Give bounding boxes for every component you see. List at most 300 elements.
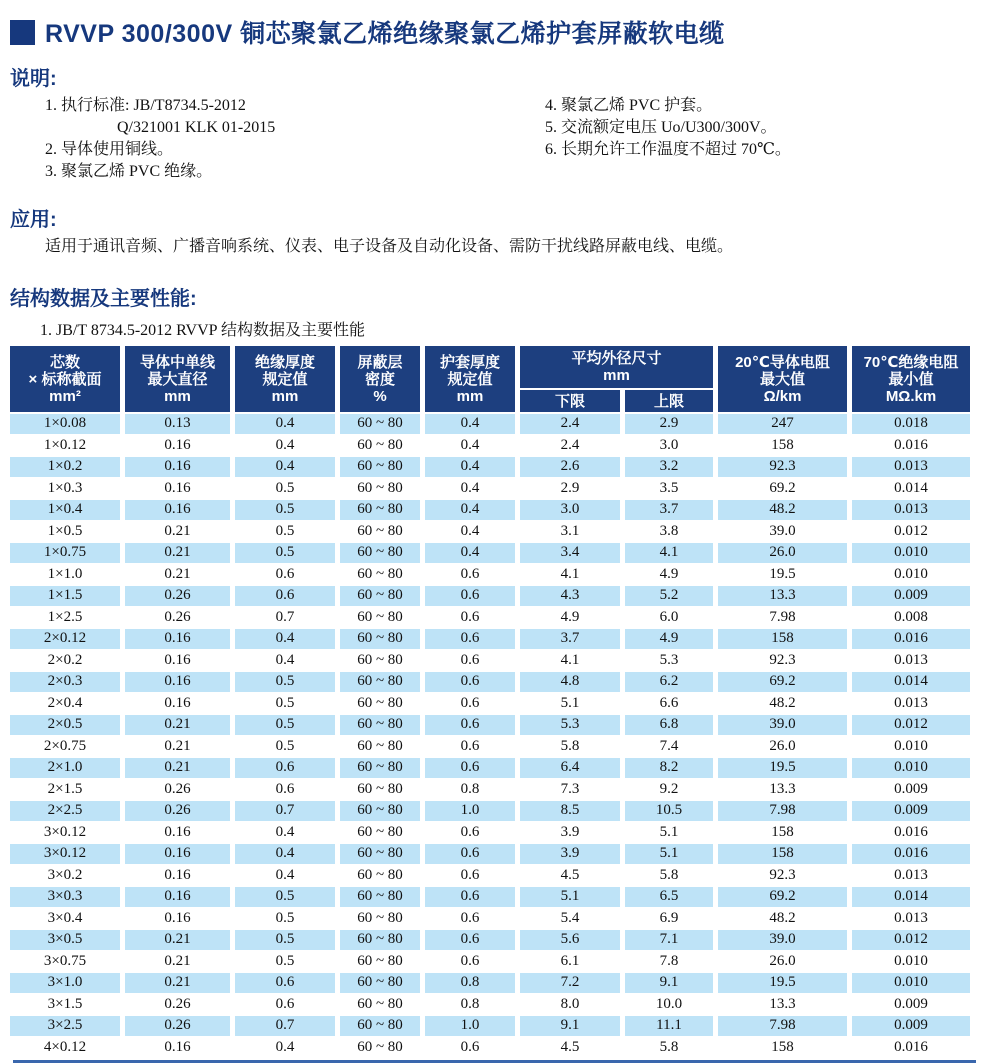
table-cell: 0.4 bbox=[425, 543, 515, 563]
table-cell: 10.0 bbox=[655, 995, 683, 1012]
table-cell: 60 ~ 80 bbox=[340, 887, 420, 907]
table-cell: 60 ~ 80 bbox=[357, 780, 403, 797]
table-cell: 2.4 bbox=[520, 414, 620, 434]
table-cell: 9.2 bbox=[659, 780, 679, 797]
table-row bbox=[10, 973, 970, 993]
table-row bbox=[10, 414, 970, 434]
table-cell: 0.4 bbox=[425, 414, 515, 434]
table-cell: 0.013 bbox=[852, 500, 970, 520]
table-row bbox=[10, 651, 970, 671]
table-cell: 60 ~ 80 bbox=[357, 737, 403, 754]
table-cell: 60 ~ 80 bbox=[340, 844, 420, 864]
table-cell: 6.4 bbox=[520, 758, 620, 778]
table-row bbox=[10, 500, 970, 520]
table-row bbox=[10, 780, 970, 800]
table-cell: 1×0.12 bbox=[43, 436, 87, 453]
table-cell: 1×0.2 bbox=[10, 457, 120, 477]
table-cell: 0.16 bbox=[164, 909, 191, 926]
table-row bbox=[10, 457, 970, 477]
table-cell: 60 ~ 80 bbox=[340, 1016, 420, 1036]
table-cell: 0.4 bbox=[235, 414, 335, 434]
table-row bbox=[10, 436, 970, 456]
table-cell: 0.16 bbox=[164, 651, 191, 668]
table-cell: 0.016 bbox=[894, 1038, 928, 1055]
table-cell: 3.0 bbox=[520, 500, 620, 520]
table-cell: 60 ~ 80 bbox=[340, 973, 420, 993]
table-cell: 39.0 bbox=[769, 522, 796, 539]
table-cell: 6.5 bbox=[625, 887, 713, 907]
table-cell: 0.5 bbox=[275, 909, 295, 926]
structure-heading: 结构数据及主要性能: bbox=[10, 288, 197, 310]
table-cell: 3×0.4 bbox=[47, 909, 83, 926]
table-cell: 8.2 bbox=[625, 758, 713, 778]
table-cell: 60 ~ 80 bbox=[340, 500, 420, 520]
description-left-column bbox=[45, 95, 545, 183]
table-cell: 0.6 bbox=[460, 565, 480, 582]
table-cell: 0.21 bbox=[125, 715, 230, 735]
table-cell: 5.8 bbox=[659, 866, 679, 883]
table-cell: 3.8 bbox=[659, 522, 679, 539]
table-cell: 3×1.0 bbox=[10, 973, 120, 993]
table-cell: 0.6 bbox=[460, 823, 480, 840]
table-cell: 0.5 bbox=[235, 887, 335, 907]
table-cell: 13.3 bbox=[769, 995, 796, 1012]
col-header-shield-density: 屏蔽层 密度 % bbox=[340, 346, 420, 412]
table-cell: 3×2.5 bbox=[10, 1016, 120, 1036]
table-cell: 3×0.3 bbox=[10, 887, 120, 907]
table-cell: 0.6 bbox=[425, 586, 515, 606]
table-cell: 0.4 bbox=[460, 522, 480, 539]
description-item: 3. 聚氯乙烯 PVC 绝缘。 bbox=[45, 163, 213, 180]
table-cell: 0.5 bbox=[235, 543, 335, 563]
table-cell: 3×0.12 bbox=[10, 844, 120, 864]
table-cell: 39.0 bbox=[718, 930, 847, 950]
table-cell: 6.6 bbox=[659, 694, 679, 711]
table-cell: 0.4 bbox=[425, 500, 515, 520]
table-cell: 0.009 bbox=[894, 995, 928, 1012]
table-cell: 0.012 bbox=[852, 715, 970, 735]
table-cell: 1×1.0 bbox=[47, 565, 83, 582]
table-cell: 0.6 bbox=[425, 844, 515, 864]
table-cell: 158 bbox=[718, 844, 847, 864]
table-cell: 0.7 bbox=[235, 801, 335, 821]
table-cell: 60 ~ 80 bbox=[357, 952, 403, 969]
table-cell: 0.6 bbox=[275, 565, 295, 582]
table-cell: 1×2.5 bbox=[47, 608, 83, 625]
table-row bbox=[10, 866, 970, 886]
table-cell: 60 ~ 80 bbox=[357, 479, 403, 496]
table-cell: 0.4 bbox=[460, 436, 480, 453]
table-cell: 0.21 bbox=[164, 952, 191, 969]
table-cell: 5.2 bbox=[625, 586, 713, 606]
table-cell: 4.5 bbox=[560, 866, 580, 883]
table-cell: 0.6 bbox=[425, 887, 515, 907]
table-body bbox=[10, 414, 970, 1057]
table-cell: 0.16 bbox=[125, 844, 230, 864]
table-cell: 0.21 bbox=[125, 543, 230, 563]
table-cell: 48.2 bbox=[718, 500, 847, 520]
table-cell: 0.016 bbox=[852, 629, 970, 649]
table-cell: 60 ~ 80 bbox=[357, 565, 403, 582]
table-cell: 60 ~ 80 bbox=[357, 1038, 403, 1055]
table-cell: 3.7 bbox=[520, 629, 620, 649]
table-cell: 0.5 bbox=[235, 500, 335, 520]
col-header-outer-diameter-group: 平均外径尺寸 mm bbox=[520, 346, 713, 388]
table-cell: 60 ~ 80 bbox=[357, 823, 403, 840]
table-cell: 7.8 bbox=[659, 952, 679, 969]
table-cell: 0.010 bbox=[852, 758, 970, 778]
table-cell: 1×0.08 bbox=[10, 414, 120, 434]
table-cell: 1×0.5 bbox=[47, 522, 83, 539]
page-title: RVVP 300/300V 铜芯聚氯乙烯绝缘聚氯乙烯护套屏蔽软电缆 bbox=[45, 20, 725, 48]
table-cell: 3.2 bbox=[625, 457, 713, 477]
table-cell: 4.9 bbox=[560, 608, 580, 625]
table-cell: 60 ~ 80 bbox=[340, 758, 420, 778]
application-heading: 应用: bbox=[10, 209, 57, 231]
table-cell: 3.9 bbox=[520, 844, 620, 864]
table-cell: 0.013 bbox=[894, 651, 928, 668]
table-cell: 13.3 bbox=[769, 780, 796, 797]
table-cell: 0.16 bbox=[125, 887, 230, 907]
table-cell: 0.6 bbox=[425, 930, 515, 950]
table-cell: 5.1 bbox=[625, 844, 713, 864]
table-cell: 158 bbox=[771, 823, 794, 840]
table-cell: 0.012 bbox=[894, 522, 928, 539]
col-header-insulation-thickness: 绝缘厚度 规定值 mm bbox=[235, 346, 335, 412]
table-cell: 9.1 bbox=[625, 973, 713, 993]
table-cell: 6.2 bbox=[625, 672, 713, 692]
table-cell: 0.013 bbox=[894, 866, 928, 883]
table-cell: 60 ~ 80 bbox=[357, 694, 403, 711]
table-cell: 4.3 bbox=[520, 586, 620, 606]
table-cell: 2×0.12 bbox=[10, 629, 120, 649]
table-cell: 10.5 bbox=[625, 801, 713, 821]
table-cell: 0.6 bbox=[235, 973, 335, 993]
table-cell: 7.3 bbox=[560, 780, 580, 797]
table-cell: 26.0 bbox=[718, 543, 847, 563]
table-row bbox=[10, 909, 970, 929]
table-cell: 3.1 bbox=[560, 522, 580, 539]
table-cell: 1.0 bbox=[425, 1016, 515, 1036]
table-cell: 0.016 bbox=[894, 823, 928, 840]
table-cell: 0.7 bbox=[275, 608, 295, 625]
table-cell: 0.21 bbox=[125, 930, 230, 950]
table-cell: 0.012 bbox=[852, 930, 970, 950]
table-cell: 19.5 bbox=[718, 758, 847, 778]
description-item: 2. 导体使用铜线。 bbox=[45, 141, 174, 158]
table-cell: 92.3 bbox=[769, 866, 796, 883]
table-cell: 60 ~ 80 bbox=[357, 436, 403, 453]
table-cell: 2.4 bbox=[560, 436, 580, 453]
table-cell: 247 bbox=[718, 414, 847, 434]
table-cell: 48.2 bbox=[769, 694, 796, 711]
table-cell: 60 ~ 80 bbox=[357, 866, 403, 883]
table-cell: 1.0 bbox=[425, 801, 515, 821]
table-row bbox=[10, 823, 970, 843]
table-cell: 0.16 bbox=[125, 672, 230, 692]
table-cell: 0.014 bbox=[852, 887, 970, 907]
table-cell: 0.7 bbox=[235, 1016, 335, 1036]
table-cell: 4.9 bbox=[659, 565, 679, 582]
table-cell: 4.5 bbox=[560, 1038, 580, 1055]
table-cell: 0.6 bbox=[460, 651, 480, 668]
table-cell: 7.98 bbox=[769, 608, 796, 625]
table-cell: 6.0 bbox=[659, 608, 679, 625]
table-cell: 0.5 bbox=[235, 930, 335, 950]
table-cell: 0.014 bbox=[894, 479, 928, 496]
table-row bbox=[10, 565, 970, 585]
table-cell: 60 ~ 80 bbox=[340, 414, 420, 434]
table-cell: 0.014 bbox=[852, 672, 970, 692]
table-cell: 26.0 bbox=[769, 737, 796, 754]
description-heading: 说明: bbox=[10, 68, 57, 90]
description-item: 6. 长期允许工作温度不超过 70℃。 bbox=[545, 141, 791, 158]
table-cell: 0.5 bbox=[275, 479, 295, 496]
table-cell: 0.5 bbox=[275, 737, 295, 754]
table-row bbox=[10, 930, 970, 950]
table-cell: 5.1 bbox=[520, 887, 620, 907]
table-cell: 0.4 bbox=[235, 844, 335, 864]
table-cell: 0.013 bbox=[894, 909, 928, 926]
table-cell: 0.6 bbox=[460, 952, 480, 969]
table-row bbox=[10, 694, 970, 714]
table-row bbox=[10, 715, 970, 735]
table-cell: 60 ~ 80 bbox=[357, 608, 403, 625]
table-cell: 11.1 bbox=[625, 1016, 713, 1036]
table-cell: 0.013 bbox=[852, 457, 970, 477]
table-cell: 19.5 bbox=[769, 565, 796, 582]
table-cell: 3×0.75 bbox=[43, 952, 87, 969]
table-cell: 8.0 bbox=[560, 995, 580, 1012]
table-cell: 0.16 bbox=[125, 500, 230, 520]
table-cell: 60 ~ 80 bbox=[340, 457, 420, 477]
table-cell: 0.16 bbox=[164, 436, 191, 453]
description-item: 4. 聚氯乙烯 PVC 护套。 bbox=[545, 97, 713, 114]
table-cell: 5.8 bbox=[659, 1038, 679, 1055]
table-cell: 0.016 bbox=[852, 844, 970, 864]
table-cell: 3×0.5 bbox=[10, 930, 120, 950]
table-cell: 5.4 bbox=[560, 909, 580, 926]
table-cell: 2×1.5 bbox=[47, 780, 83, 797]
table-cell: 0.4 bbox=[275, 651, 295, 668]
table-cell: 60 ~ 80 bbox=[357, 651, 403, 668]
table-cell: 0.26 bbox=[125, 586, 230, 606]
table-row bbox=[10, 844, 970, 864]
table-cell: 0.6 bbox=[460, 909, 480, 926]
table-cell: 13.3 bbox=[718, 586, 847, 606]
table-cell: 0.018 bbox=[852, 414, 970, 434]
table-cell: 158 bbox=[771, 1038, 794, 1055]
table-cell: 0.21 bbox=[164, 522, 191, 539]
description-item: 5. 交流额定电压 Uo/U300/300V。 bbox=[545, 119, 777, 136]
table-cell: 60 ~ 80 bbox=[340, 586, 420, 606]
table-cell: 0.6 bbox=[425, 629, 515, 649]
table-cell: 0.6 bbox=[460, 737, 480, 754]
table-cell: 60 ~ 80 bbox=[340, 801, 420, 821]
table-cell: 2×0.5 bbox=[10, 715, 120, 735]
table-cell: 5.8 bbox=[560, 737, 580, 754]
table-cell: 0.4 bbox=[425, 457, 515, 477]
table-cell: 5.3 bbox=[659, 651, 679, 668]
table-cell: 6.8 bbox=[625, 715, 713, 735]
col-header-od-lower-limit: 下限 bbox=[520, 390, 620, 412]
table-cell: 0.21 bbox=[164, 565, 191, 582]
table-cell: 6.1 bbox=[560, 952, 580, 969]
table-cell: 0.26 bbox=[164, 780, 191, 797]
table-cell: 0.010 bbox=[894, 952, 928, 969]
table-cell: 158 bbox=[771, 436, 794, 453]
table-cell: 1×0.4 bbox=[10, 500, 120, 520]
table-cell: 5.3 bbox=[520, 715, 620, 735]
table-cell: 7.98 bbox=[718, 1016, 847, 1036]
table-cell: 0.21 bbox=[125, 973, 230, 993]
table-row bbox=[10, 629, 970, 649]
table-cell: 0.13 bbox=[125, 414, 230, 434]
table-cell: 4.8 bbox=[520, 672, 620, 692]
table-cell: 0.6 bbox=[460, 1038, 480, 1055]
table-row bbox=[10, 758, 970, 778]
table-cell: 7.4 bbox=[659, 737, 679, 754]
spec-table bbox=[5, 344, 975, 1059]
table-cell: 0.010 bbox=[852, 543, 970, 563]
table-cell: 60 ~ 80 bbox=[357, 995, 403, 1012]
col-header-core-section: 芯数 × 标称截面 mm² bbox=[10, 346, 120, 412]
table-cell: 3×0.12 bbox=[43, 823, 87, 840]
table-row bbox=[10, 586, 970, 606]
table-cell: 0.4 bbox=[460, 479, 480, 496]
table-cell: 0.5 bbox=[275, 952, 295, 969]
table-cell: 5.6 bbox=[520, 930, 620, 950]
table-cell: 0.26 bbox=[125, 1016, 230, 1036]
table-cell: 0.6 bbox=[460, 608, 480, 625]
table-cell: 2×1.0 bbox=[10, 758, 120, 778]
table-cell: 19.5 bbox=[718, 973, 847, 993]
table-row bbox=[10, 995, 970, 1015]
table-cell: 0.6 bbox=[235, 586, 335, 606]
table-cell: 0.016 bbox=[894, 436, 928, 453]
table-cell: 60 ~ 80 bbox=[340, 629, 420, 649]
table-cell: 5.1 bbox=[659, 823, 679, 840]
table-cell: 0.16 bbox=[164, 866, 191, 883]
table-cell: 0.4 bbox=[235, 629, 335, 649]
col-header-conductor-resistance: 20℃导体电阻 最大值 Ω/km bbox=[718, 346, 847, 412]
table-cell: 1×0.75 bbox=[10, 543, 120, 563]
table-cell: 0.010 bbox=[894, 737, 928, 754]
description-list bbox=[45, 95, 980, 183]
table-cell: 8.5 bbox=[520, 801, 620, 821]
table-cell: 4.1 bbox=[625, 543, 713, 563]
table-cell: 26.0 bbox=[769, 952, 796, 969]
table-cell: 0.6 bbox=[425, 758, 515, 778]
table-cell: 0.010 bbox=[852, 973, 970, 993]
table-cell: 0.8 bbox=[425, 973, 515, 993]
table-cell: 0.4 bbox=[275, 866, 295, 883]
table-cell: 0.4 bbox=[275, 823, 295, 840]
square-bullet-icon bbox=[10, 20, 35, 45]
table-cell: 39.0 bbox=[718, 715, 847, 735]
table-cell: 3.5 bbox=[659, 479, 679, 496]
table-cell: 4×0.12 bbox=[43, 1038, 87, 1055]
table-cell: 0.16 bbox=[164, 823, 191, 840]
table-cell: 69.2 bbox=[718, 887, 847, 907]
table-cell: 0.4 bbox=[275, 1038, 295, 1055]
table-cell: 0.16 bbox=[164, 479, 191, 496]
table-cell: 92.3 bbox=[718, 457, 847, 477]
table-cell: 60 ~ 80 bbox=[340, 672, 420, 692]
table-cell: 0.009 bbox=[894, 780, 928, 797]
structure-subheading: 1. JB/T 8734.5-2012 RVVP 结构数据及主要性能 bbox=[40, 322, 365, 339]
application-text: 适用于通讯音频、广播音响系统、仪表、电子设备及自动化设备、需防干扰线路屏蔽电线、电缆。 bbox=[45, 238, 734, 255]
table-cell: 2.9 bbox=[560, 479, 580, 496]
table-cell: 0.4 bbox=[275, 436, 295, 453]
table-cell: 3.7 bbox=[625, 500, 713, 520]
col-header-sheath-thickness: 护套厚度 规定值 mm bbox=[425, 346, 515, 412]
table-cell: 6.9 bbox=[659, 909, 679, 926]
table-cell: 4.1 bbox=[560, 651, 580, 668]
table-cell: 0.5 bbox=[235, 672, 335, 692]
spec-table-header bbox=[10, 346, 970, 412]
table-cell: 3×1.5 bbox=[47, 995, 83, 1012]
table-cell: 0.16 bbox=[164, 694, 191, 711]
table-cell: 158 bbox=[718, 629, 847, 649]
table-cell: 3.4 bbox=[520, 543, 620, 563]
table-cell: 0.16 bbox=[164, 1038, 191, 1055]
table-cell: 0.6 bbox=[275, 995, 295, 1012]
table-cell: 7.2 bbox=[520, 973, 620, 993]
table-row bbox=[10, 543, 970, 563]
table-cell: 2×0.75 bbox=[43, 737, 87, 754]
table-cell: 0.26 bbox=[125, 801, 230, 821]
table-cell: 2×0.3 bbox=[10, 672, 120, 692]
table-cell: 69.2 bbox=[769, 479, 796, 496]
table-cell: 0.009 bbox=[852, 586, 970, 606]
table-cell: 0.6 bbox=[460, 694, 480, 711]
page-title-row bbox=[10, 14, 980, 50]
table-cell: 0.6 bbox=[235, 758, 335, 778]
table-cell: 0.6 bbox=[425, 715, 515, 735]
col-header-insulation-resistance: 70℃绝缘电阻 最小值 MΩ.km bbox=[852, 346, 970, 412]
table-cell: 0.4 bbox=[235, 457, 335, 477]
table-cell: 1×1.5 bbox=[10, 586, 120, 606]
table-cell: 0.16 bbox=[125, 629, 230, 649]
table-cell: 0.21 bbox=[125, 758, 230, 778]
description-right-column bbox=[545, 95, 980, 183]
table-cell: 0.008 bbox=[894, 608, 928, 625]
table-row bbox=[10, 887, 970, 907]
table-cell: 0.6 bbox=[275, 780, 295, 797]
table-cell: 0.5 bbox=[275, 694, 295, 711]
table-cell: 60 ~ 80 bbox=[340, 930, 420, 950]
table-cell: 0.16 bbox=[125, 457, 230, 477]
table-row bbox=[10, 737, 970, 757]
table-cell: 92.3 bbox=[769, 651, 796, 668]
table-cell: 48.2 bbox=[769, 909, 796, 926]
table-cell: 0.009 bbox=[852, 801, 970, 821]
table-cell: 2.6 bbox=[520, 457, 620, 477]
table-row bbox=[10, 1038, 970, 1058]
table-cell: 3.9 bbox=[560, 823, 580, 840]
table-cell: 0.26 bbox=[164, 995, 191, 1012]
table-cell: 5.1 bbox=[560, 694, 580, 711]
table-cell: 0.21 bbox=[164, 737, 191, 754]
table-cell: 4.9 bbox=[625, 629, 713, 649]
table-cell: 4.1 bbox=[560, 565, 580, 582]
table-cell: 0.009 bbox=[852, 1016, 970, 1036]
description-item: 1. 执行标准: JB/T8734.5-2012 bbox=[45, 97, 246, 114]
table-cell: 60 ~ 80 bbox=[357, 522, 403, 539]
table-row bbox=[10, 522, 970, 542]
description-item-continuation: Q/321001 KLK 01-2015 bbox=[117, 119, 276, 136]
